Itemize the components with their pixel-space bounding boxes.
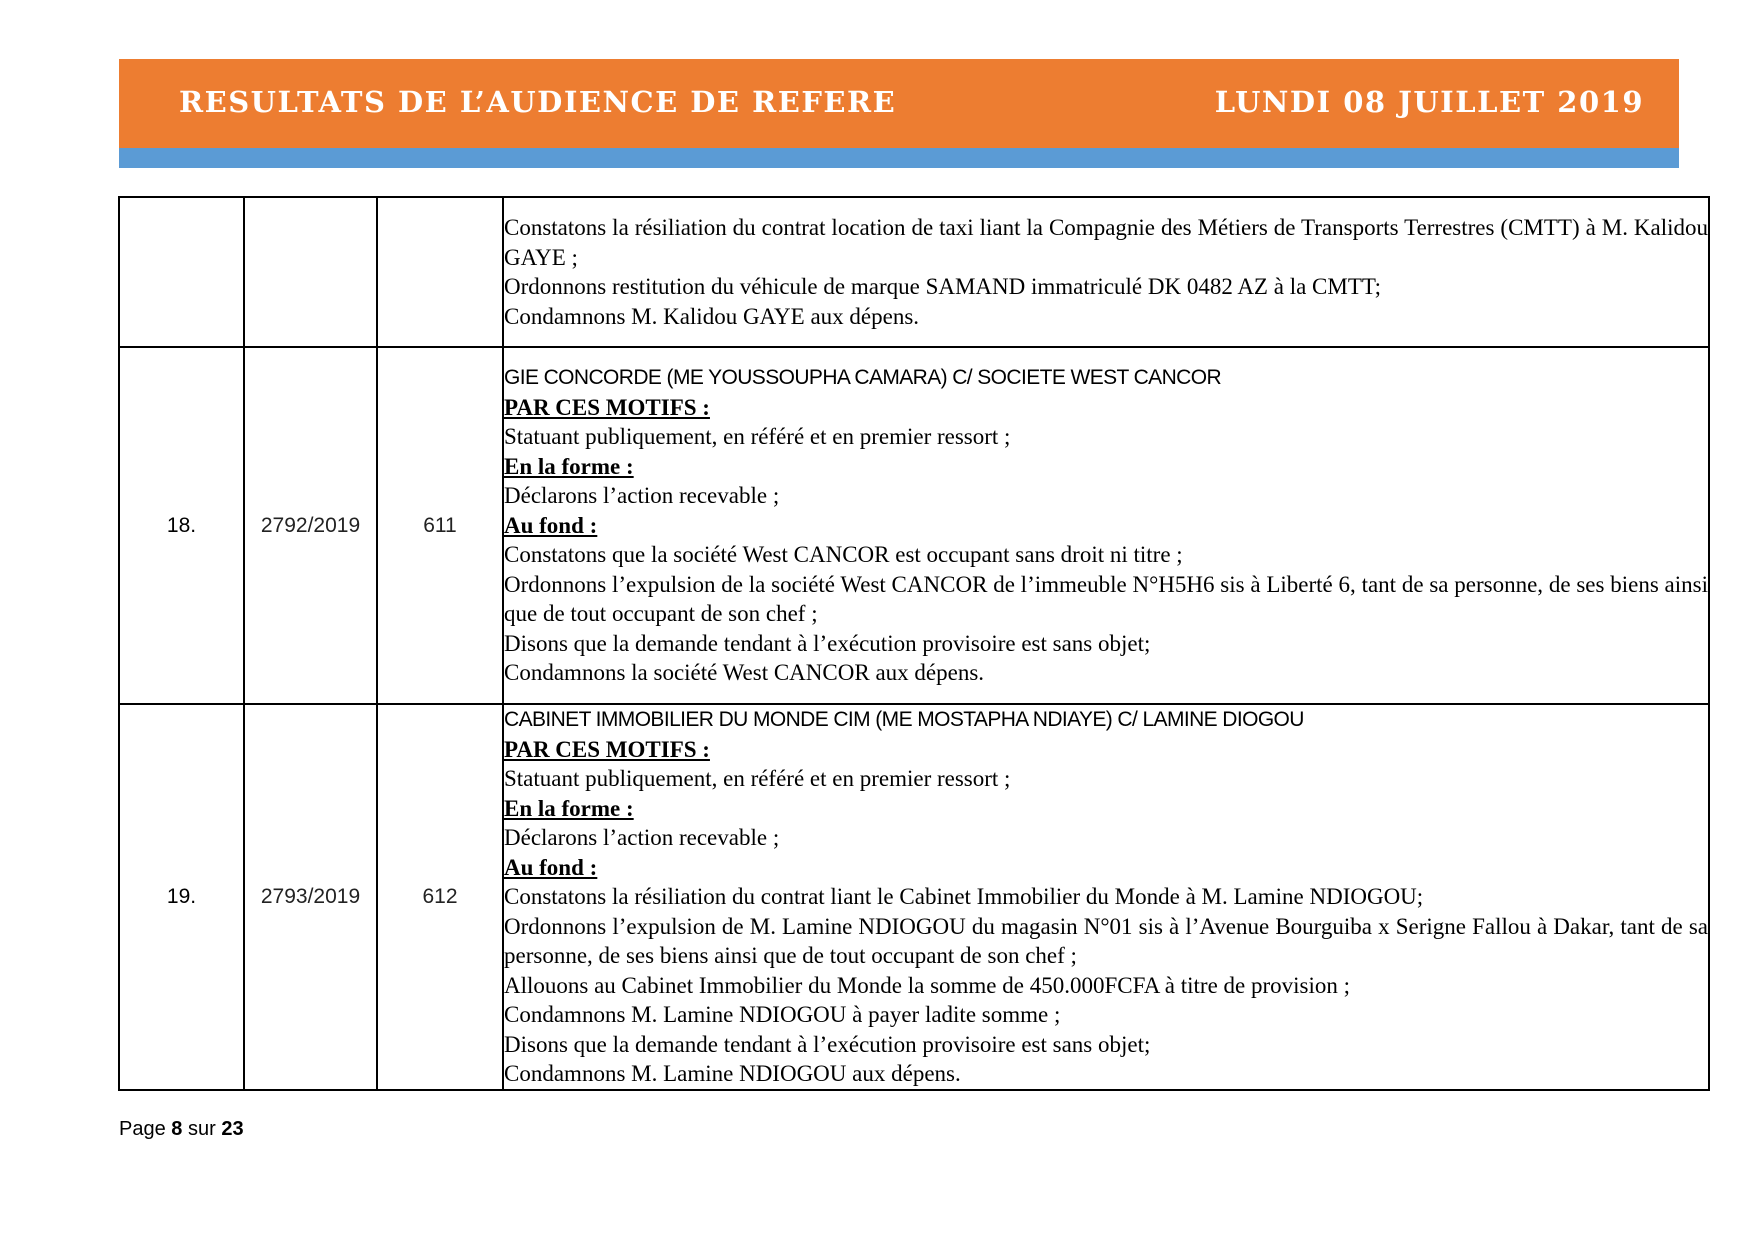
statuant-line: Statuant publiquement, en référé et en premier ressort ; <box>504 424 1011 450</box>
forme-heading: En la forme : <box>504 795 634 821</box>
ro-number-cell: 2793/2019 <box>244 704 377 1090</box>
fond-line: Ordonnons l’expulsion de la société West CANCOR de l’immeuble N°H5H6 sis à Liberté 6, tant de sa personne, de ses biens ainsi que de tout occupant de son chef ; <box>504 571 1708 627</box>
ro-number-cell <box>244 197 377 347</box>
decision-line: Ordonnons restitution du véhicule de marque SAMAND immatriculé DK 0482 AZ à la CMTT; <box>504 274 1382 299</box>
case-parties: GIE CONCORDE (ME YOUSSOUPHA CAMARA) C/ SOCIETE WEST CANCOR <box>504 366 1222 390</box>
decision-cell <box>503 197 1709 347</box>
ordonnance-number-cell: 612 <box>377 704 503 1090</box>
table-row <box>119 704 1709 1090</box>
header-stripe <box>119 148 1679 168</box>
fond-line: Allouons au Cabinet Immobilier du Monde la somme de 450.000FCFA à titre de provision ; <box>504 972 1351 998</box>
current-page-number: 8 <box>171 1118 183 1140</box>
table-row <box>119 197 1709 347</box>
case-number-cell: 18. <box>119 347 244 704</box>
ro-number-cell: 2792/2019 <box>244 347 377 704</box>
case-parties: CABINET IMMOBILIER DU MONDE CIM (ME MOSTAPHA NDIAYE) C/ LAMINE DIOGOU <box>504 708 1304 731</box>
table-row <box>119 347 1709 704</box>
fond-heading: Au fond : <box>504 512 598 538</box>
case-number-cell: 19. <box>119 704 244 1090</box>
motifs-heading: PAR CES MOTIFS : <box>504 736 710 762</box>
fond-line: Constatons la résiliation du contrat liant le Cabinet Immobilier du Monde à M. Lamine NDIOGOU; <box>504 884 1424 909</box>
ordonnance-number-cell <box>377 197 503 347</box>
fond-line: Disons que la demande tendant à l’exécution provisoire est sans objet; <box>504 630 1151 656</box>
ordonnance-number-cell: 611 <box>377 347 503 704</box>
fond-line: Condamnons M. Lamine NDIOGOU aux dépens. <box>504 1061 961 1086</box>
hearing-date: LUNDI 08 JUILLET 2019 <box>1214 85 1644 119</box>
decision-cell <box>503 347 1709 704</box>
total-pages-number: 23 <box>221 1118 244 1140</box>
fond-line: Condamnons M. Lamine NDIOGOU à payer ladite somme ; <box>504 1002 1061 1027</box>
motifs-heading: PAR CES MOTIFS : <box>504 394 710 420</box>
fond-heading: Au fond : <box>504 854 598 880</box>
statuant-line: Statuant publiquement, en référé et en premier ressort ; <box>504 766 1011 791</box>
decision-line: Constatons la résiliation du contrat location de taxi liant la Compagnie des Métiers de Transports Terrestres (CMTT) à M. Kalidou GAYE ; <box>504 215 1708 270</box>
forme-heading: En la forme : <box>504 453 634 479</box>
fond-line: Ordonnons l’expulsion de M. Lamine NDIOGOU du magasin N°01 sis à l’Avenue Bourguiba x Serigne Fallou à Dakar, tant de sa personne, de ses biens ainsi que de tout occupant de son chef ; <box>504 913 1708 968</box>
page-title: RESULTATS DE L’AUDIENCE DE REFERE <box>179 85 897 119</box>
forme-line: Déclarons l’action recevable ; <box>504 825 780 850</box>
results-table <box>118 196 1710 1091</box>
decision-line: Condamnons M. Kalidou GAYE aux dépens. <box>504 303 920 329</box>
decision-cell <box>503 704 1709 1090</box>
page-separator: sur <box>187 1118 216 1140</box>
case-number-cell <box>119 197 244 347</box>
page-footer <box>119 1118 244 1141</box>
fond-line: Constatons que la société West CANCOR est occupant sans droit ni titre ; <box>504 542 1183 568</box>
forme-line: Déclarons l’action recevable ; <box>504 483 780 509</box>
fond-line: Disons que la demande tendant à l’exécution provisoire est sans objet; <box>504 1031 1151 1057</box>
fond-line: Condamnons la société West CANCOR aux dépens. <box>504 660 985 686</box>
page-label: Page <box>119 1118 166 1140</box>
